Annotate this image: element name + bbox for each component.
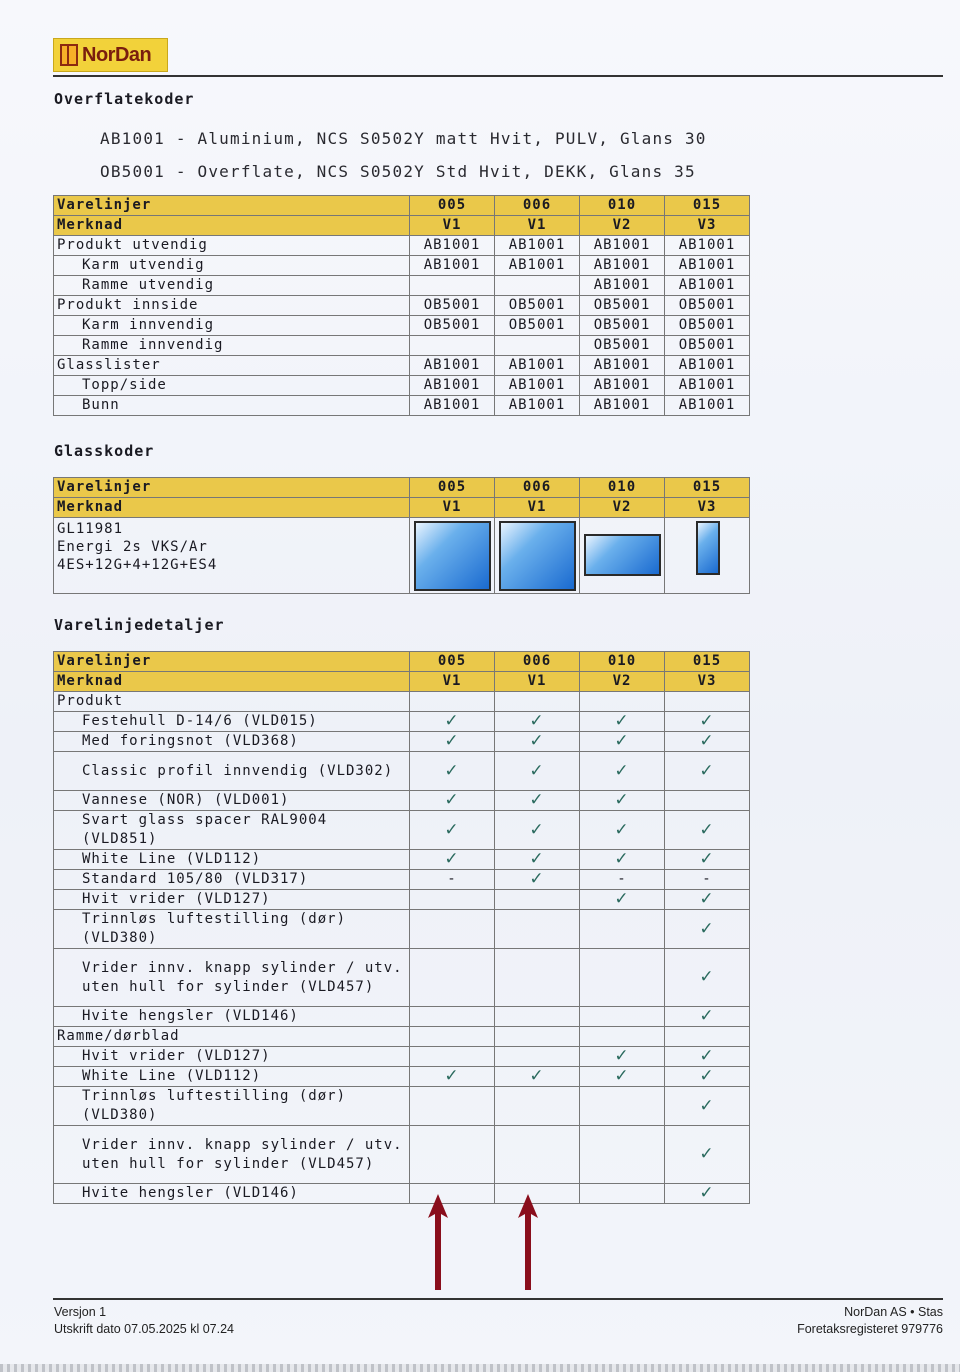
details-row (54, 811, 750, 850)
details-row (54, 1126, 750, 1184)
check-icon: ✓ (580, 890, 665, 910)
check-icon: ✓ (495, 1067, 580, 1087)
check-icon: ✓ (580, 850, 665, 870)
surface-row (54, 276, 750, 296)
row-cell: AB1001 (495, 256, 580, 276)
row-cell: AB1001 (665, 356, 750, 376)
row-label: Standard 105/80 (VLD317) (54, 870, 410, 890)
details-row (54, 1184, 750, 1204)
header-line-0: 005 (410, 478, 495, 498)
check-icon: ✓ (580, 791, 665, 811)
row-cell (410, 1007, 495, 1027)
row-cell: AB1001 (495, 396, 580, 416)
check-icon: ✓ (665, 949, 750, 1007)
footer-divider (53, 1298, 943, 1300)
row-label: Karm utvendig (54, 256, 410, 276)
scan-edge (0, 1364, 960, 1372)
row-cell (410, 336, 495, 356)
row-cell: AB1001 (495, 356, 580, 376)
check-icon: ✓ (665, 1007, 750, 1027)
nordan-logo (53, 38, 168, 72)
header-line-1: 006 (495, 478, 580, 498)
row-label: Vrider innv. knapp sylinder / utv. uten hull for sylinder (VLD457) (54, 949, 410, 1007)
details-row (54, 890, 750, 910)
header-line-0: 005 (410, 196, 495, 216)
details-row (54, 1027, 750, 1047)
row-cell: AB1001 (665, 256, 750, 276)
row-cell (410, 1126, 495, 1184)
check-icon: ✓ (580, 712, 665, 732)
row-cell: AB1001 (410, 256, 495, 276)
row-label: Hvite hengsler (VLD146) (54, 1007, 410, 1027)
row-label: Ramme innvendig (54, 336, 410, 356)
row-label: Trinnløs luftestilling (dør) (VLD380) (54, 910, 410, 949)
row-cell: OB5001 (580, 316, 665, 336)
check-icon: ✓ (665, 910, 750, 949)
row-cell (665, 692, 750, 712)
details-row (54, 712, 750, 732)
row-label: Produkt innside (54, 296, 410, 316)
check-icon: ✓ (410, 1067, 495, 1087)
row-cell (410, 276, 495, 296)
row-cell (495, 1126, 580, 1184)
row-cell: OB5001 (665, 296, 750, 316)
check-icon: ✓ (580, 752, 665, 791)
glass-pane-icon (499, 521, 576, 591)
row-label: Produkt utvendig (54, 236, 410, 256)
version-text: Versjon 1 (54, 1305, 107, 1319)
check-icon: ✓ (665, 1126, 750, 1184)
header-line-2: 010 (580, 652, 665, 672)
check-icon: ✓ (665, 850, 750, 870)
details-row (54, 1067, 750, 1087)
row-cell: AB1001 (495, 236, 580, 256)
glass-cell-005 (410, 518, 495, 594)
check-icon: ✓ (410, 791, 495, 811)
details-row (54, 850, 750, 870)
surface-row (54, 256, 750, 276)
row-label: Hvit vrider (VLD127) (54, 890, 410, 910)
check-icon: ✓ (580, 1047, 665, 1067)
row-label: Med foringsnot (VLD368) (54, 732, 410, 752)
glass-pane-icon (696, 521, 720, 575)
header-line-1: 006 (495, 196, 580, 216)
row-cell: AB1001 (580, 376, 665, 396)
header-note-0: V1 (410, 498, 495, 518)
check-icon: ✓ (665, 712, 750, 732)
row-label: Karm innvendig (54, 316, 410, 336)
row-cell (410, 910, 495, 949)
row-cell (495, 692, 580, 712)
header-note-2: V2 (580, 216, 665, 236)
row-cell (495, 910, 580, 949)
row-label: Bunn (54, 396, 410, 416)
row-cell (580, 1027, 665, 1047)
header-merknad: Merknad (54, 498, 410, 518)
glass-name: Energi 2s VKS/Ar (57, 539, 208, 555)
row-cell: AB1001 (665, 376, 750, 396)
header-varelinjer: Varelinjer (54, 196, 410, 216)
check-icon: ✓ (580, 1067, 665, 1087)
glass-cell-015 (665, 518, 750, 594)
surface-row (54, 396, 750, 416)
row-cell (410, 1184, 495, 1204)
check-icon: ✓ (665, 1047, 750, 1067)
check-icon: ✓ (495, 712, 580, 732)
row-cell: - (410, 870, 495, 890)
details-row (54, 949, 750, 1007)
details-heading: Varelinjedetaljer (54, 616, 225, 634)
details-row (54, 1007, 750, 1027)
header-note-0: V1 (410, 216, 495, 236)
check-icon: ✓ (495, 732, 580, 752)
check-icon: ✓ (665, 811, 750, 850)
surface-code-line: AB1001 - Aluminium, NCS S0502Y matt Hvit, PULV, Glans 30 (100, 129, 707, 148)
row-label: Topp/side (54, 376, 410, 396)
row-cell (580, 1184, 665, 1204)
row-cell: AB1001 (665, 236, 750, 256)
row-cell: OB5001 (495, 316, 580, 336)
header-line-0: 005 (410, 652, 495, 672)
row-cell: - (665, 870, 750, 890)
surface-row (54, 296, 750, 316)
row-cell (410, 1047, 495, 1067)
up-arrow-icon (426, 1192, 450, 1292)
header-note-1: V1 (495, 498, 580, 518)
check-icon: ✓ (410, 712, 495, 732)
row-cell: AB1001 (495, 376, 580, 396)
row-cell (410, 1027, 495, 1047)
header-note-1: V1 (495, 672, 580, 692)
check-icon: ✓ (410, 752, 495, 791)
row-label: Svart glass spacer RAL9004 (VLD851) (54, 811, 410, 850)
row-cell (580, 910, 665, 949)
check-icon: ✓ (665, 1067, 750, 1087)
row-cell: OB5001 (410, 316, 495, 336)
up-arrow-icon (516, 1192, 540, 1292)
check-icon: ✓ (410, 850, 495, 870)
header-note-1: V1 (495, 216, 580, 236)
row-cell: AB1001 (410, 376, 495, 396)
row-label: Glasslister (54, 356, 410, 376)
header-varelinjer: Varelinjer (54, 652, 410, 672)
glass-table (53, 477, 750, 594)
details-table (53, 651, 750, 1204)
row-cell: OB5001 (580, 296, 665, 316)
header-line-1: 006 (495, 652, 580, 672)
row-cell (495, 1047, 580, 1067)
check-icon: ✓ (495, 811, 580, 850)
check-icon: ✓ (580, 811, 665, 850)
row-cell (495, 949, 580, 1007)
row-cell (410, 692, 495, 712)
check-icon: ✓ (495, 791, 580, 811)
row-cell (495, 890, 580, 910)
row-cell (495, 1087, 580, 1126)
details-row (54, 732, 750, 752)
row-label: Vannese (NOR) (VLD001) (54, 791, 410, 811)
glass-codes-heading: Glasskoder (54, 442, 155, 460)
row-cell: AB1001 (580, 396, 665, 416)
row-label: Vrider innv. knapp sylinder / utv. uten hull for sylinder (VLD457) (54, 1126, 410, 1184)
row-cell (495, 1007, 580, 1027)
check-icon: ✓ (580, 732, 665, 752)
logo-text: NorDan (82, 43, 152, 66)
print-date: Utskrift dato 07.05.2025 kl 07.24 (54, 1322, 234, 1336)
row-cell (665, 1027, 750, 1047)
header-note-2: V2 (580, 672, 665, 692)
row-cell: OB5001 (410, 296, 495, 316)
glass-pane-icon (584, 534, 661, 576)
header-varelinjer: Varelinjer (54, 478, 410, 498)
row-cell: AB1001 (410, 356, 495, 376)
check-icon: ✓ (665, 1087, 750, 1126)
row-cell: OB5001 (580, 336, 665, 356)
details-row (54, 1047, 750, 1067)
glass-cell-006 (495, 518, 580, 594)
row-cell (665, 791, 750, 811)
check-icon: ✓ (495, 850, 580, 870)
check-icon: ✓ (495, 870, 580, 890)
row-cell (410, 890, 495, 910)
header-note-3: V3 (665, 672, 750, 692)
company-name: NorDan AS • Stas (844, 1305, 943, 1319)
row-cell: AB1001 (410, 236, 495, 256)
glass-description (54, 518, 410, 594)
row-cell (495, 276, 580, 296)
header-line-3: 015 (665, 196, 750, 216)
row-cell (580, 1126, 665, 1184)
surface-row (54, 236, 750, 256)
window-logo-icon (60, 44, 78, 66)
details-row (54, 752, 750, 791)
row-cell (580, 1087, 665, 1126)
row-cell (580, 949, 665, 1007)
details-row (54, 910, 750, 949)
row-cell: AB1001 (665, 276, 750, 296)
row-label: White Line (VLD112) (54, 850, 410, 870)
row-label: Festehull D-14/6 (VLD015) (54, 712, 410, 732)
row-cell: AB1001 (580, 356, 665, 376)
row-label: Hvit vrider (VLD127) (54, 1047, 410, 1067)
surface-codes-heading: Overflatekoder (54, 90, 195, 108)
check-icon: ✓ (410, 811, 495, 850)
row-cell: AB1001 (580, 256, 665, 276)
check-icon: ✓ (665, 1184, 750, 1204)
surface-row (54, 316, 750, 336)
row-cell: OB5001 (495, 296, 580, 316)
check-icon: ✓ (410, 732, 495, 752)
row-cell (495, 336, 580, 356)
row-cell: AB1001 (410, 396, 495, 416)
row-cell (410, 1087, 495, 1126)
row-cell (495, 1027, 580, 1047)
row-cell: OB5001 (665, 336, 750, 356)
row-cell (580, 692, 665, 712)
row-label: Hvite hengsler (VLD146) (54, 1184, 410, 1204)
header-merknad: Merknad (54, 216, 410, 236)
row-cell: AB1001 (665, 396, 750, 416)
row-label: Produkt (54, 692, 410, 712)
details-row (54, 692, 750, 712)
header-note-0: V1 (410, 672, 495, 692)
check-icon: ✓ (495, 752, 580, 791)
footer-right (797, 1304, 943, 1338)
surface-row (54, 356, 750, 376)
header-note-3: V3 (665, 216, 750, 236)
glass-code: GL11981 (57, 521, 124, 537)
surface-table (53, 195, 750, 416)
surface-row (54, 336, 750, 356)
row-label: Ramme/dørblad (54, 1027, 410, 1047)
header-line-3: 015 (665, 478, 750, 498)
header-note-2: V2 (580, 498, 665, 518)
header-merknad: Merknad (54, 672, 410, 692)
surface-code-line: OB5001 - Overflate, NCS S0502Y Std Hvit, DEKK, Glans 35 (100, 162, 696, 181)
header-line-2: 010 (580, 196, 665, 216)
details-row (54, 791, 750, 811)
check-icon: ✓ (665, 890, 750, 910)
details-row (54, 1087, 750, 1126)
row-cell: AB1001 (580, 276, 665, 296)
row-cell (410, 949, 495, 1007)
header-note-3: V3 (665, 498, 750, 518)
row-cell: OB5001 (665, 316, 750, 336)
top-divider (53, 75, 943, 77)
surface-row (54, 376, 750, 396)
row-label: Ramme utvendig (54, 276, 410, 296)
row-label: Classic profil innvendig (VLD302) (54, 752, 410, 791)
row-cell: - (580, 870, 665, 890)
header-line-3: 015 (665, 652, 750, 672)
glass-spec: 4ES+12G+4+12G+ES4 (57, 557, 218, 573)
footer-left (54, 1304, 234, 1338)
row-label: Trinnløs luftestilling (dør) (VLD380) (54, 1087, 410, 1126)
row-label: White Line (VLD112) (54, 1067, 410, 1087)
header-line-2: 010 (580, 478, 665, 498)
row-cell (580, 1007, 665, 1027)
glass-pane-icon (414, 521, 491, 591)
company-register: Foretaksregisteret 979776 (797, 1322, 943, 1336)
check-icon: ✓ (665, 752, 750, 791)
details-row (54, 870, 750, 890)
check-icon: ✓ (665, 732, 750, 752)
row-cell: AB1001 (580, 236, 665, 256)
glass-cell-010 (580, 518, 665, 594)
